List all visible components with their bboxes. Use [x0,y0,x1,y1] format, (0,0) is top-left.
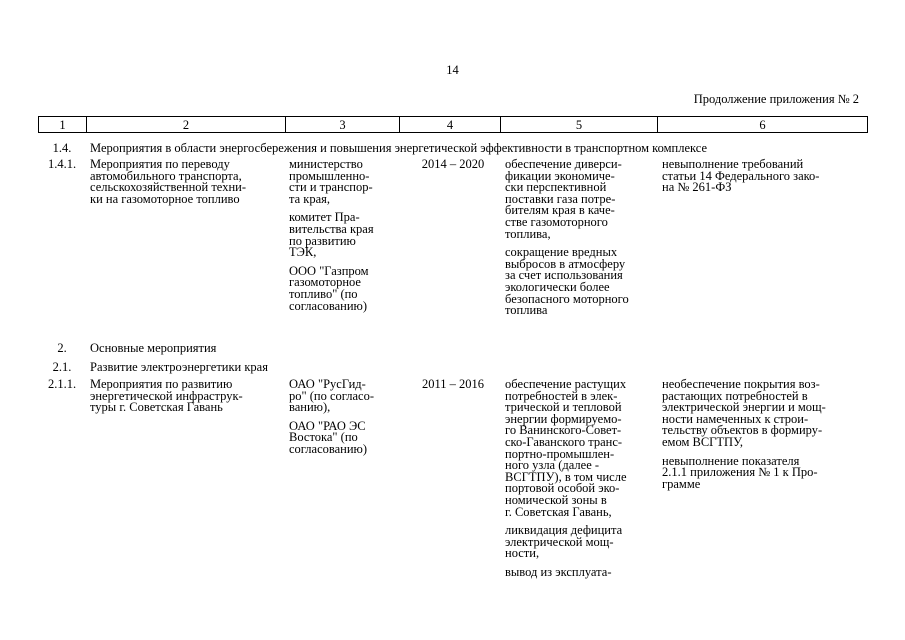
text-line: сельскохозяйственной техни- [90,180,246,195]
text-line: ОАО "РАО ЭС [289,418,366,433]
text-line: топлива, [505,226,551,241]
col-header-4: 4 [400,117,501,133]
text-block [289,418,399,456]
text-line: г. Советская Гавань, [505,504,612,519]
text-line: ОАО "РусГид- [289,377,366,391]
text-line: энергии формируемо- [505,411,622,426]
executors [289,379,399,463]
text-line: энергетической инфраструк- [90,388,243,403]
text-line: Востока" (по [289,430,358,445]
section-number: 1.4. [52,141,72,155]
row-number: 2.1.1. [47,377,77,391]
col-header-5: 5 [501,117,658,133]
col-header-6: 6 [658,117,868,133]
text-line: обеспечение растущих [505,377,627,391]
text-line: согласованию) [289,298,368,313]
text-line: вывод из эксплуата- [505,564,612,579]
continuation-caption: Продолжение приложения № 2 [693,92,859,106]
text-line: сокращение вредных [505,245,618,260]
text-line: экологически более [505,279,610,294]
consequences [662,159,867,201]
text-line: тельству объектов в формиру- [662,423,823,438]
executors [289,159,399,319]
text-line: ности намеченных к строи- [662,411,809,426]
text-line: ско-Гаванского транс- [505,434,623,449]
period: 2011 – 2016 [421,377,485,391]
text-line: комитет Пра- [289,210,360,225]
text-block [289,379,399,414]
text-line: автомобильного транспорта, [90,168,242,183]
text-line: ТЭК, [289,245,317,260]
text-line: ВСГТПУ), в том числе [505,469,627,484]
measure-name [90,379,243,414]
text-line: сти и транспор- [289,180,373,195]
text-line: министерство [289,157,363,171]
text-block [662,453,867,491]
text-line: за счет использования [505,268,623,283]
text-line: портовой особой эко- [505,481,620,496]
section-title: Развитие электроэнергетики края [90,360,268,374]
text-line: топлива [505,303,548,318]
text-line: согласованию) [289,441,368,456]
text-line: электрической энергии и мощ- [662,400,826,415]
text-block [505,159,655,240]
text-line: ликвидация дефицита [505,523,623,538]
text-line: обеспечение диверси- [505,157,622,171]
expected-results [505,379,655,586]
text-line: невыполнение показателя [662,453,800,468]
text-line: ро" (по согласо- [289,388,374,403]
text-line: ности, [505,546,540,561]
section-number: 2. [57,341,67,355]
text-line: Мероприятия по переводу [90,157,230,171]
period: 2014 – 2020 [421,157,485,171]
text-line: топливо" (по [289,286,358,301]
row-number: 1.4.1. [47,157,77,171]
section-title: Основные мероприятия [90,341,217,355]
section-number: 2.1. [52,360,72,374]
text-line: газомоторное [289,275,361,290]
text-line: грамме [662,476,701,491]
text-line: промышленно- [289,168,370,183]
text-line: статьи 14 Федерального зако- [662,168,820,183]
text-line: ванию), [289,400,331,415]
text-line: Мероприятия по развитию [90,377,233,391]
text-line: по развитию [289,233,356,248]
text-block [505,564,655,579]
col-header-1: 1 [39,117,87,133]
text-line: ки на газомоторное топливо [90,191,240,206]
text-block [662,379,867,449]
text-line: невыполнение требований [662,157,804,171]
text-line: го Ванинского-Совет- [505,423,622,438]
page-number: 14 [446,63,459,77]
text-block [662,159,867,194]
text-line: туры г. Советская Гавань [90,400,223,415]
text-line: стве газомоторного [505,214,608,229]
col-header-3: 3 [286,117,400,133]
text-line: необеспечение покрытия воз- [662,377,820,391]
text-block [289,159,399,205]
text-line: потребностей в элек- [505,388,618,403]
measure-name [90,159,246,205]
text-line: ного узла (далее - [505,458,600,473]
text-line: портно-промышлен- [505,446,615,461]
text-block [505,247,655,317]
text-line: 2.1.1 приложения № 1 к Про- [662,465,818,480]
text-block [505,379,655,518]
text-line: номической зоны в [505,492,607,507]
column-number-header [38,116,868,133]
text-line: выбросов в атмосферу [505,256,626,271]
text-line: растающих потребностей в [662,388,808,403]
text-block [289,263,399,313]
text-line: фикации экономиче- [505,168,615,183]
text-line: вительства края [289,221,374,236]
text-line: та края, [289,191,331,206]
col-header-2: 2 [87,117,286,133]
text-line: бителям края в каче- [505,203,615,218]
section-title: Мероприятия в области энергосбережения и повышения энергетической эффективности в транспортном комплексе [90,141,708,155]
text-line: безопасного моторного [505,291,629,306]
text-line: трической и тепловой [505,400,622,415]
text-line: поставки газа потре- [505,191,616,206]
text-block [505,525,655,560]
text-line: емом ВСГТПУ, [662,434,744,449]
text-line: ски перспективной [505,180,607,195]
expected-results [505,159,655,324]
text-line: ООО "Газпром [289,263,369,278]
text-line: на № 261-ФЗ [662,180,732,195]
text-block [289,212,399,258]
consequences [662,379,867,497]
text-line: электрической мощ- [505,534,614,549]
